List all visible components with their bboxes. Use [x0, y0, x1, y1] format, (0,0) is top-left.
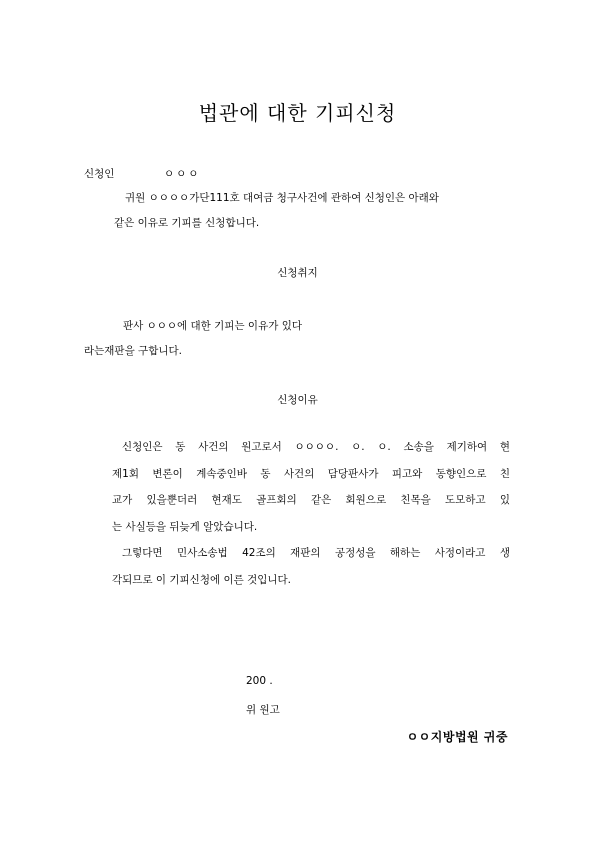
reason-body: [112, 434, 510, 593]
purpose-line-2: 라는재판을 구합니다.: [84, 345, 182, 357]
purpose-heading: 신청취지: [277, 267, 318, 279]
applicant-label: 신청인: [84, 168, 115, 180]
intro-line-1: 귀원 ㅇㅇㅇㅇ가단111호 대여금 청구사건에 관하여 신청인은 아래와: [125, 192, 439, 204]
reason-line-2: 제1회 변론이 계속중인바 동 사건의 담당판사가 피고와 동향인으로 친: [112, 467, 510, 480]
intro-line-2: 같은 이유로 기피를 신청합니다.: [114, 217, 260, 229]
reason-line-1: 신청인은 동 사건의 원고로서 ㅇㅇㅇㅇ. ㅇ. ㅇ. 소송을 제기하여 현: [122, 441, 510, 453]
court-addressee: ㅇㅇ지방법원 귀중: [406, 730, 508, 744]
reason-line-6: 각되므로 이 기피신청에 이른 것입니다.: [112, 573, 291, 586]
purpose-line-1: 판사 ㅇㅇㅇ에 대한 기피는 이유가 있다: [123, 320, 302, 332]
date: 200 .: [246, 675, 273, 687]
document-title: 법관에 대한 기피신청: [198, 101, 397, 125]
applicant-name: ㅇㅇㅇ: [164, 168, 201, 180]
reason-line-5: 그렇다면 민사소송법 42조의 재판의 공정성을 해하는 사정이라고 생: [122, 547, 510, 559]
reason-line-3: 교가 있을뿐더러 현재도 골프회의 같은 회원으로 친목을 도모하고 있: [112, 494, 510, 506]
reason-heading: 신청이유: [277, 394, 318, 406]
reason-line-4: 는 사실등을 뒤늦게 알았습니다.: [112, 520, 258, 533]
signer: 위 원고: [246, 704, 280, 716]
